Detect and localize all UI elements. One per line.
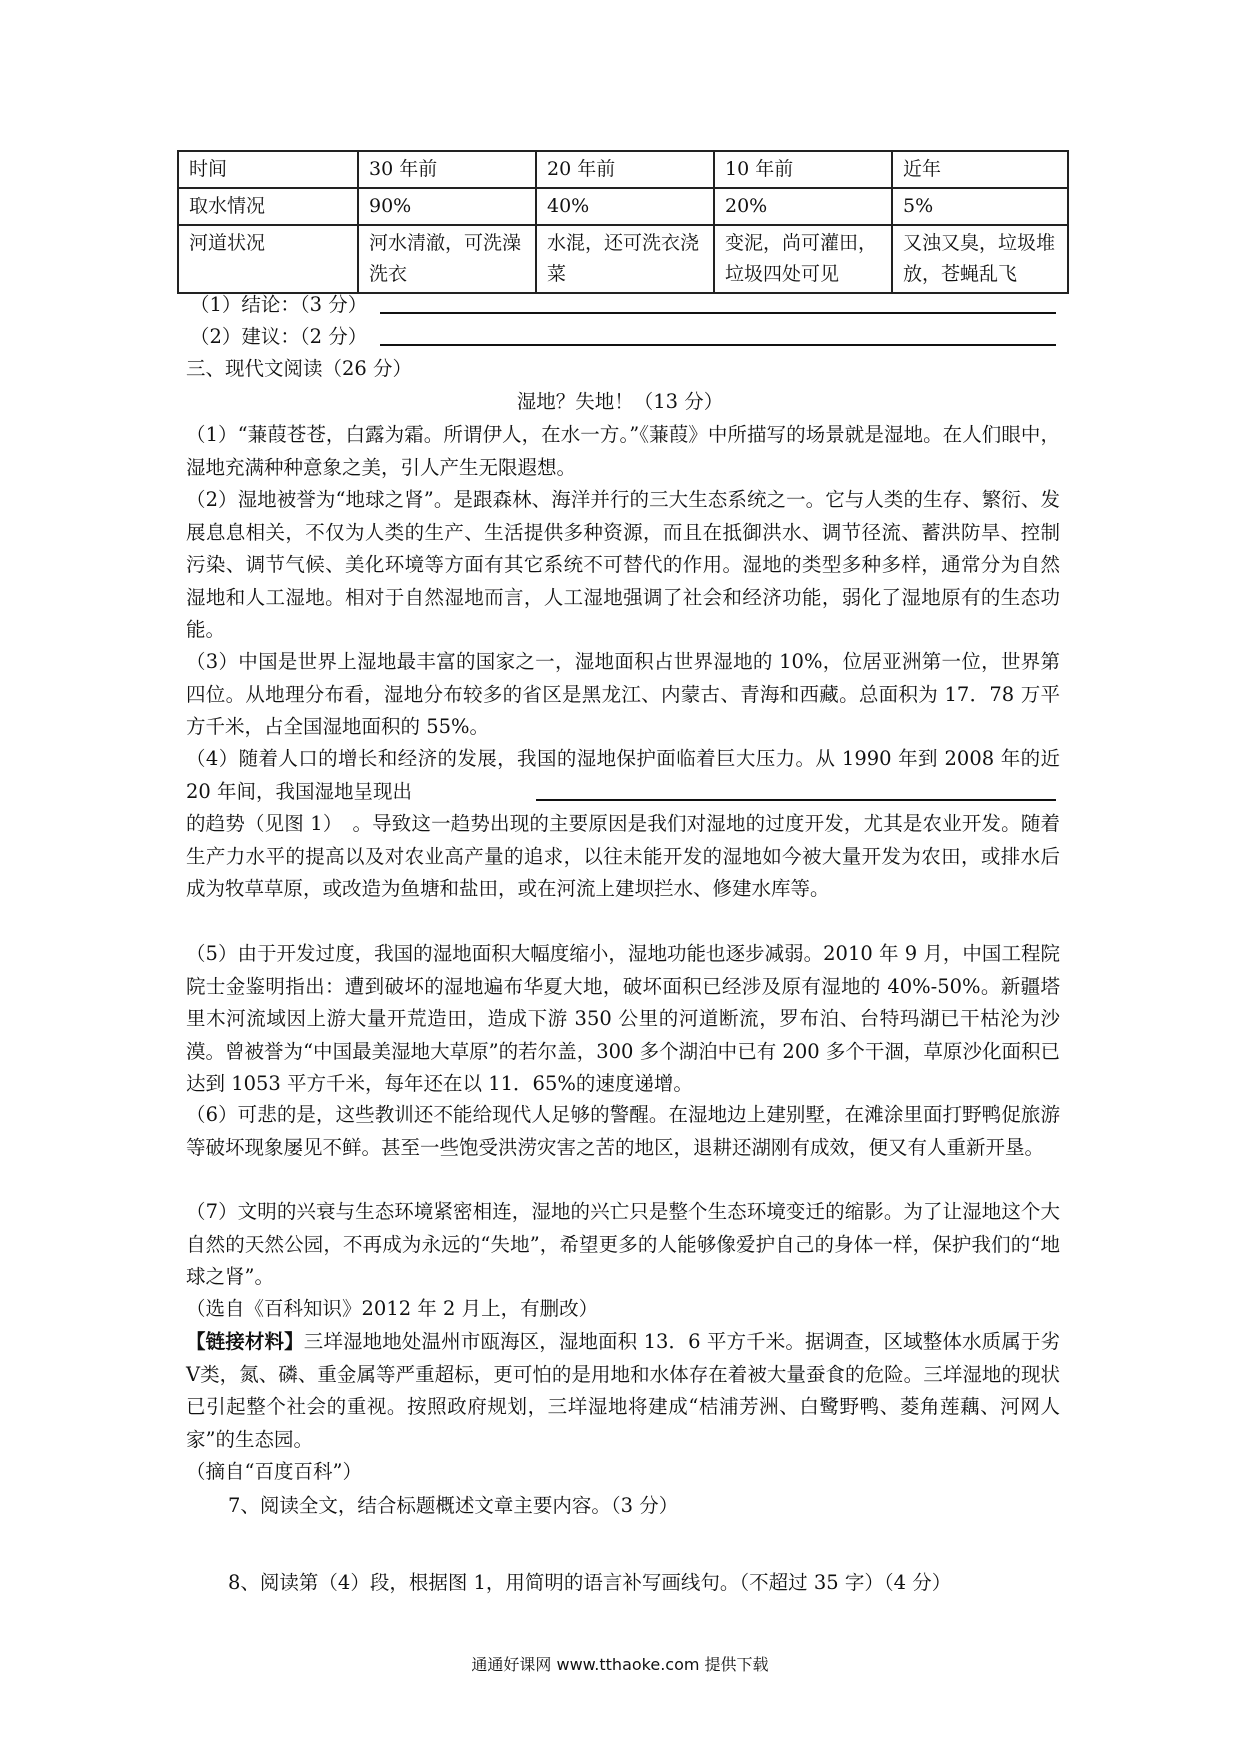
table-cell: 近年 bbox=[892, 151, 1068, 188]
table-cell: 水混，还可洗衣浇菜 bbox=[536, 225, 714, 293]
paragraph-2: （2）湿地被誉为“地球之肾”。是跟森林、海洋并行的三大生态系统之一。它与人类的生存、繁衍、发展息息相关，不仅为人类的生产、生活提供多种资源，而且在抵御洪水、调节径流、蓄洪防旱、控制污染、调节气候、美化环境等方面有其它系统不可替代的作用。湿地的类型多种多样，通常分为自然湿地和人工湿地。相对于自然湿地而言，人工湿地强调了社会和经济功能，弱化了湿地原有的生态功能。 bbox=[186, 488, 1060, 641]
table-cell: 10 年前 bbox=[714, 151, 892, 188]
conclusion-label: （1）结论：（3 分） bbox=[190, 293, 368, 316]
table-cell: 又浊又臭，垃圾堆放，苍蝇乱飞 bbox=[892, 225, 1068, 293]
paragraph-3: （3）中国是世界上湿地最丰富的国家之一，湿地面积占世界湿地的 10%，位居亚洲第一位，世界第四位。从地理分布看，湿地分布较多的省区是黑龙江、内蒙古、青海和西藏。总面积为 17．78 万平方千米，占全国湿地面积的 55%。 bbox=[186, 650, 1060, 738]
link-material-label: 【链接材料】 bbox=[186, 1330, 304, 1353]
table-cell: 30 年前 bbox=[358, 151, 536, 188]
table-cell: 取水情况 bbox=[178, 188, 358, 225]
paragraph-5: （5）由于开发过度，我国的湿地面积大幅度缩小，湿地功能也逐步减弱。2010 年 9 月，中国工程院院士金鉴明指出：遭到破坏的湿地遍布华夏大地，破坏面积已经涉及原有湿地的 40%-50%。新疆塔里木河流域因上游大量开荒造田，造成下游 350 公里的河道断流，罗布泊、台特玛湖已干枯沦为沙漠。曾被誉为“中国最美湿地大草原”的若尔盖，300 多个湖泊中已有 200 多个干涸，草原沙化面积已达到 1053 平方千米，每年还在以 11．65%的速度递增。 bbox=[186, 942, 1060, 1095]
table-cell: 变泥，尚可灌田，垃圾四处可见 bbox=[714, 225, 892, 293]
table-row bbox=[178, 225, 1068, 293]
link-material bbox=[186, 1326, 1060, 1456]
paragraph-4-start: （4）随着人口的增长和经济的发展，我国的湿地保护面临着巨大压力。从 1990 年到 2008 年的近 20 年间，我国湿地呈现出 bbox=[186, 747, 1060, 803]
table-cell: 20% bbox=[714, 188, 892, 225]
table-cell: 40% bbox=[536, 188, 714, 225]
table-cell: 河水清澈，可洗澡洗衣 bbox=[358, 225, 536, 293]
table-cell: 时间 bbox=[178, 151, 358, 188]
article-title: 湿地？失地！（13 分） bbox=[516, 390, 724, 413]
table-row bbox=[178, 188, 1068, 225]
suggestion-label: （2）建议：（2 分） bbox=[190, 325, 368, 348]
link-material-text: 三垟湿地地处温州市瓯海区，湿地面积 13．6 平方千米。据调查，区域整体水质属于劣Ⅴ类，氮、磷、重金属等严重超标，更可怕的是用地和水体存在着被大量蚕食的危险。三垟湿地的现状已引起整个社会的重视。按照政府规划，三垟湿地将建成“桔浦芳洲、白鹭野鸭、菱角莲藕、河网人家”的生态园。 bbox=[186, 1330, 1060, 1451]
question-8: 8、阅读第（4）段，根据图 1，用简明的语言补写画线句。（不超过 35 字）（4 分） bbox=[228, 1571, 952, 1594]
blank-answer-line[interactable] bbox=[536, 799, 1056, 801]
link-material-source: （摘自“百度百科”） bbox=[186, 1460, 362, 1483]
water-survey-table bbox=[177, 150, 1069, 294]
question-7: 7、阅读全文，结合标题概述文章主要内容。（3 分） bbox=[228, 1494, 679, 1517]
table-cell: 20 年前 bbox=[536, 151, 714, 188]
suggestion-answer-line[interactable] bbox=[380, 344, 1056, 346]
paragraph-4-rest: 的趋势（见图 1） 。导致这一趋势出现的主要原因是我们对湿地的过度开发，尤其是农业开发。随着生产力水平的提高以及对农业高产量的追求，以往未能开发的湿地如今被大量开发为农田，或排水后成为牧草草原，或改造为鱼塘和盐田，或在河流上建坝拦水、修建水库等。 bbox=[186, 812, 1060, 900]
paragraph-1: （1）“蒹葭苍苍，白露为霜。所谓伊人，在水一方。”《蒹葭》中所描写的场景就是湿地。在人们眼中，湿地充满种种意象之美，引人产生无限遐想。 bbox=[186, 423, 1060, 479]
article-source: （选自《百科知识》2012 年 2 月上，有删改） bbox=[186, 1297, 599, 1320]
paragraph-7: （7）文明的兴衰与生态环境紧密相连，湿地的兴亡只是整个生态环境变迁的缩影。为了让湿地这个大自然的天然公园，不再成为永远的“失地”，希望更多的人能够像爱护自己的身体一样，保护我们的“地球之肾”。 bbox=[186, 1200, 1060, 1288]
table-cell: 90% bbox=[358, 188, 536, 225]
table-cell: 河道状况 bbox=[178, 225, 358, 293]
paragraph-6: （6）可悲的是，这些教训还不能给现代人足够的警醒。在湿地边上建别墅，在滩涂里面打野鸭促旅游等破坏现象屡见不鲜。甚至一些饱受洪涝灾害之苦的地区，退耕还湖刚有成效，便又有人重新开垦。 bbox=[186, 1103, 1060, 1159]
page-footer: 通通好课网 www.tthaoke.com 提供下载 bbox=[471, 1655, 769, 1674]
table-header-row bbox=[178, 151, 1068, 188]
table-cell: 5% bbox=[892, 188, 1068, 225]
section-heading: 三、现代文阅读（26 分） bbox=[186, 357, 413, 380]
conclusion-answer-line[interactable] bbox=[380, 312, 1056, 314]
